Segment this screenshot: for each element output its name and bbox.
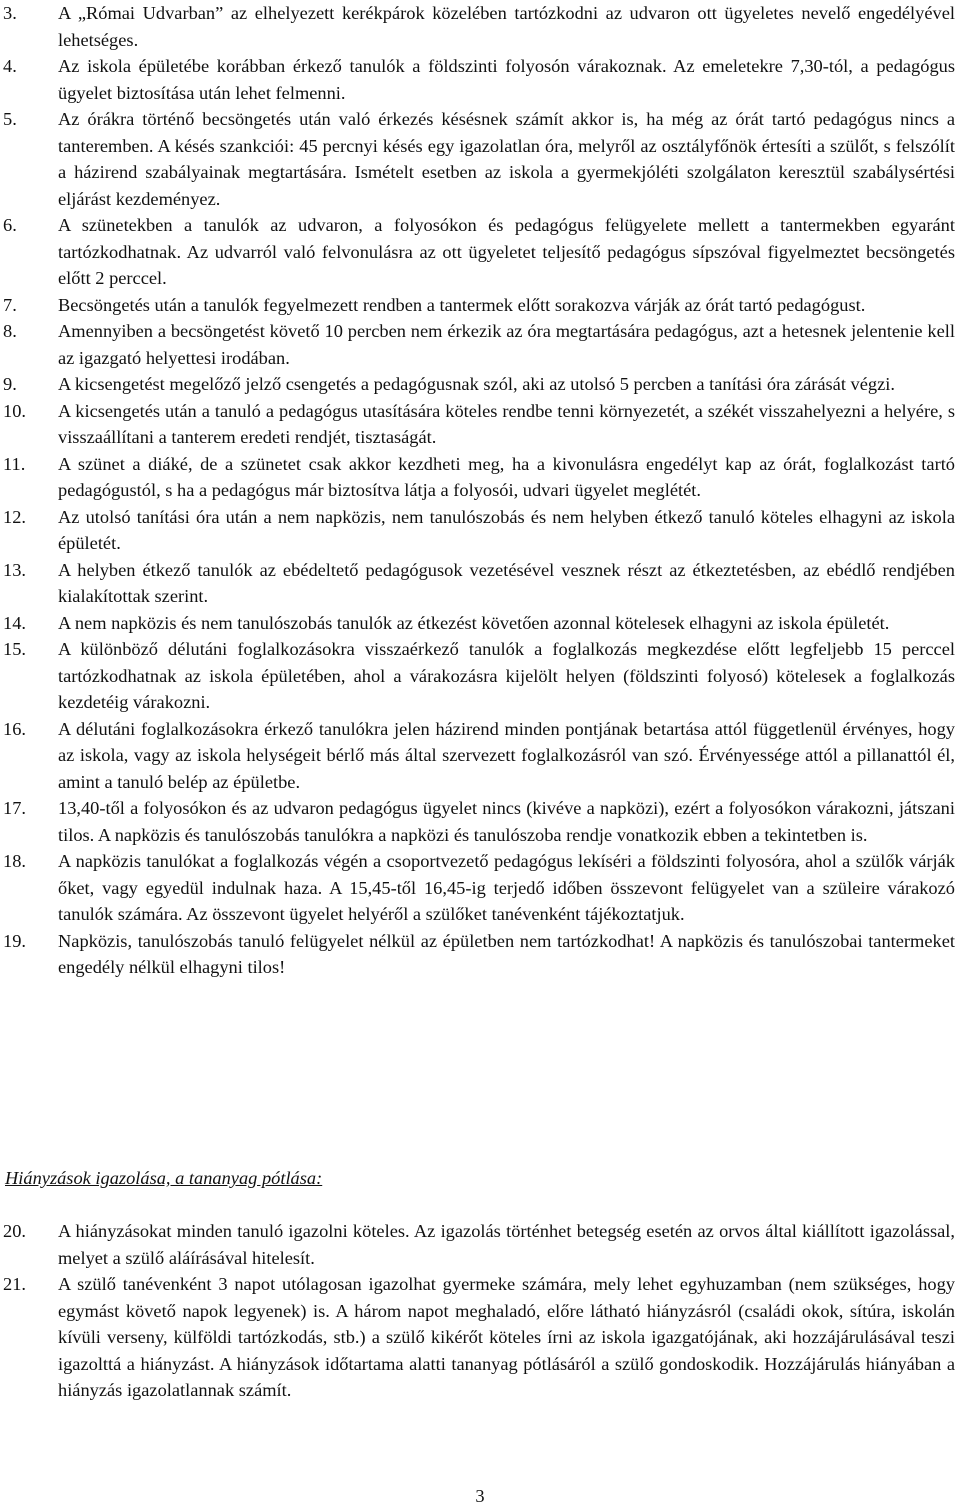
list-item [0, 848, 960, 928]
item-number: 19. [3, 930, 26, 951]
item-text: Amennyiben a becsöngetést követő 10 percben nem érkezik az óra megtartására pedagógus, azt a hetesnek jelentenie kell az igazgató helyettesi irodában. [58, 321, 955, 368]
item-number: 20. [3, 1221, 26, 1241]
item-number: 14. [3, 612, 26, 633]
item-number: 4. [3, 56, 17, 76]
item-text: A kicsengetést megelőző jelző csengetés a pedagógusnak szól, aki az utolsó 5 percben a tanítási óra zárását végzi. [58, 374, 895, 394]
list-item [0, 292, 960, 319]
item-text: A délutáni foglalkozásokra érkező tanulókra jelen házirend minden pontjának betartása attól függetlenül érvényes, hogy az iskola, vagy az iskola helységeit bérlő más által szervezett foglalkozásról van szó. Érvényessége attól a pillanattól él, amint a tanuló belép az épületbe. [58, 718, 955, 792]
item-text: A hiányzásokat minden tanuló igazolni köteles. Az igazolás történhet betegség esetén az orvos által kiállított igazolással, melyet a szülő aláírásával hitelesít. [58, 1221, 955, 1268]
list-item [0, 504, 960, 557]
item-text: Napközis, tanulószobás tanuló felügyelet nélkül az épületben nem tartózkodhat! A napközis és tanulószobai tantermeket engedély nélkül elhagyni tilos! [58, 930, 955, 977]
section-heading: Hiányzások igazolása, a tananyag pótlása: [5, 1168, 323, 1188]
list-item [0, 451, 960, 504]
item-number: 8. [3, 321, 17, 341]
item-text: A nem napközis és nem tanulószobás tanulók az étkezést követően azonnal kötelesek elhagyni az iskola épületét. [58, 612, 890, 633]
item-text: A szünet a diáké, de a szünetet csak akkor kezdheti meg, ha a kivonulásra engedélyt kap az órát, foglalkozást tartó pedagógustól, s ha a pedagógus már biztosítva látja a folyosói, udvari ügyelet meglétét. [58, 453, 955, 500]
item-number: 5. [3, 109, 17, 129]
item-text: A szünetekben a tanulók az udvaron, a folyosókon és pedagógus felügyelete mellett a tantermekben egyaránt tartózkodhatnak. Az udvarról való felvonulásra az ott ügyeletet teljesítő pedagógus sípszóval figyelmeztet becsöngetés előtt 2 perccel. [58, 215, 955, 288]
list-item [0, 716, 960, 796]
item-number: 12. [3, 506, 26, 527]
list-item [0, 610, 960, 637]
item-text: A különböző délutáni foglalkozásokra visszaérkező tanulók a foglalkozás megkezdése előtt legfeljebb 15 perccel tartózkodhatnak az iskola épületében, ahol a várakozásra kijelölt helyen (földszinti folyosó) kötelesek a foglalkozás kezdetéig várakozni. [58, 639, 955, 712]
list-item [0, 795, 960, 848]
item-number: 15. [3, 639, 26, 659]
item-number: 7. [3, 294, 17, 315]
item-text: A szülő tanévenként 3 napot utólagosan igazolhat gyermeke számára, mely lehet egyhuzamban (nem szükséges, hogy egymást követő napok legyenek) is. A három napot meghaladó, előre látható hiányzásról (családi okok, sítúra, iskolán kívüli verseny, külföldi tartózkodás, stb.) a szülő kikérőt köteles írni az iskola igazgatójának, aki hozzájárulásával teszi igazolttá a hiányzást. A hiányzások időtartama alatti tananyag pótlásáról a szülő gondoskodik. Hozzájárulás hiányában a hiányzás igazolatlannak számít. [58, 1274, 955, 1400]
list-item [0, 398, 960, 451]
item-text: Az órákra történő becsöngetés után való érkezés késésnek számít akkor is, ha még az órát tartó pedagógus nincs a tanteremben. A késés szankciói: 45 percnyi késés egy igazolatlan óra, melyről az osztályfőnök értesíti a szülőt, s felszólít a házirend szabályainak megtartására. Ismételt esetben az iskola a gyermekjóléti szolgálaton keresztül szabálysértési eljárást kezdeményez. [58, 109, 955, 209]
item-number: 10. [3, 400, 26, 421]
list-item [0, 928, 960, 981]
item-number: 17. [3, 798, 26, 818]
item-number: 6. [3, 215, 17, 235]
item-number: 13. [3, 559, 26, 580]
item-number: 18. [3, 851, 26, 871]
item-text: A helyben étkező tanulók az ebédeltető pedagógusok vezetésével vesznek részt az étkeztetésben, az ebédlő rendjében kialakítottak szerint. [58, 559, 955, 606]
item-text: A „Római Udvarban” az elhelyezett kerékpárok közelében tartózkodni az udvaron ott ügyeletes nevelő engedélyével lehetséges. [58, 3, 955, 50]
page-number: 3 [475, 1486, 485, 1506]
item-text: Az iskola épületébe korábban érkező tanulók a földszinti folyosón várakoznak. Az emeletekre 7,30-tól, a pedagógus ügyelet biztosítása után lehet felmenni. [58, 56, 955, 103]
item-number: 16. [3, 718, 26, 739]
list-item [0, 1218, 960, 1271]
list-item [0, 53, 960, 106]
rules-list-part-2 [0, 1218, 960, 1404]
item-text: A kicsengetés után a tanuló a pedagógus utasítására köteles rendbe tenni környezetét, a székét visszahelyezni a helyére, s visszaállítani a tanterem eredeti rendjét, tisztaságát. [58, 400, 955, 447]
item-text: A napközis tanulókat a foglalkozás végén a csoportvezető pedagógus lekíséri a földszinti folyosóra, ahol a szülők várják őket, vagy egyedül indulnak haza. A 15,45-től 16,45-ig terjedő időben összevont felügyelet van a szüleire várakozó tanulók számára. Az összevont ügyelet helyéről a szülőket tanévenként tájékoztatjuk. [58, 851, 955, 924]
list-item [0, 106, 960, 212]
item-number: 11. [3, 453, 26, 474]
item-text: 13,40-től a folyosókon és az udvaron pedagógus ügyelet nincs (kivéve a napközi), ezért a folyosókon várakozni, játszani tilos. A napközis és tanulószobás tanulókra a napközi és tanulószoba rendje vonatkozik ebben a tekintetben is. [58, 798, 955, 845]
list-item [0, 636, 960, 716]
list-item [0, 0, 960, 53]
list-item [0, 1271, 960, 1404]
list-item [0, 371, 960, 398]
item-number: 21. [3, 1274, 26, 1294]
item-number: 3. [3, 3, 17, 23]
list-item [0, 212, 960, 292]
list-item [0, 557, 960, 610]
item-text: Az utolsó tanítási óra után a nem napközis, nem tanulószobás és nem helyben étkező tanuló köteles elhagyni az iskola épületét. [58, 506, 955, 553]
list-item [0, 318, 960, 371]
item-number: 9. [3, 374, 17, 394]
item-text: Becsöngetés után a tanulók fegyelmezett rendben a tantermek előtt sorakozva várják az órát tartó pedagógust. [58, 294, 866, 315]
